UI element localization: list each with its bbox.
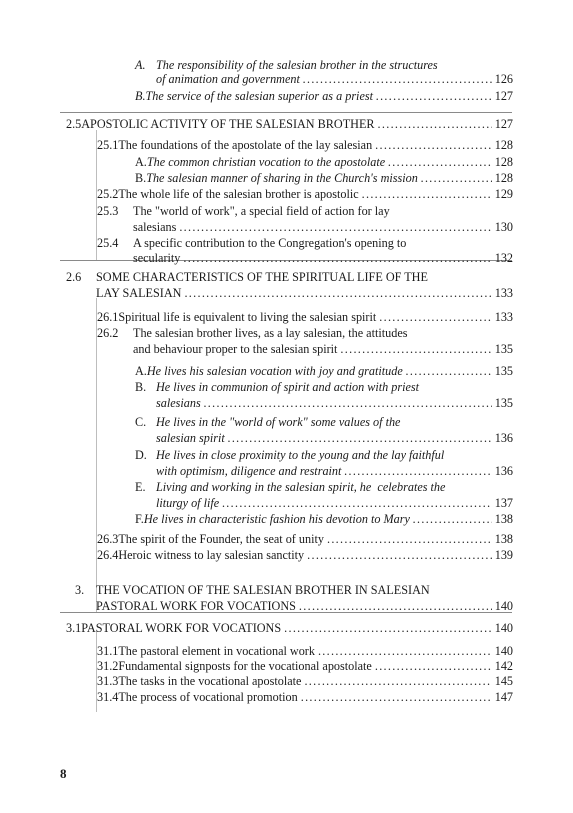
toc-entry: [97, 326, 407, 340]
entry-page: 140: [494, 644, 513, 658]
entry-title: THE VOCATION OF THE SALESIAN BROTHER IN SALESIAN: [96, 583, 430, 597]
entry-title: He lives his salesian vocation with joy and gratitude: [146, 364, 403, 378]
entry-page: 139: [494, 548, 513, 562]
entry-title: He lives in the "world of work" some values of the: [156, 415, 401, 429]
entry-title: The "world of work", a special field of action for lay: [133, 204, 390, 218]
leader-dots: [406, 364, 492, 378]
entry-page: 135: [494, 342, 513, 356]
entry-page: 127: [494, 89, 513, 103]
toc-entry: [135, 364, 513, 378]
entry-title: and behaviour proper to the salesian spirit: [133, 342, 338, 356]
entry-page: 133: [494, 286, 513, 300]
leader-dots: [376, 89, 492, 103]
entry-number: 31.4: [97, 690, 119, 704]
entry-title: APOSTOLIC ACTIVITY OF THE SALESIAN BROTHER: [81, 117, 375, 131]
entry-title: salesians: [156, 396, 201, 410]
entry-page: 127: [494, 117, 513, 131]
toc-section: [96, 286, 513, 300]
entry-title: Fundamental signposts for the vocational apostolate: [118, 659, 372, 673]
entry-number: A.: [135, 155, 147, 169]
entry-page: 135: [494, 364, 513, 378]
leader-dots: [299, 599, 492, 613]
entry-page: 135: [494, 396, 513, 410]
entry-page: 133: [494, 310, 513, 324]
entry-page: 145: [494, 674, 513, 688]
entry-title: He lives in communion of spirit and action with priest: [156, 380, 420, 394]
entry-number: F.: [135, 512, 144, 526]
entry-title: PASTORAL WORK FOR VOCATIONS: [81, 621, 282, 635]
leader-dots: [184, 286, 491, 300]
leader-dots: [318, 644, 492, 658]
toc-entry: [156, 396, 513, 410]
entry-title: Spiritual life is equivalent to living the salesian spirit: [118, 310, 377, 324]
entry-page: 129: [494, 187, 513, 201]
toc-entry: [97, 548, 513, 562]
toc-entry: [135, 155, 513, 169]
toc-section: [66, 270, 428, 284]
toc-section: [66, 621, 513, 635]
entry-title: SOME CHARACTERISTICS OF THE SPIRITUAL LIFE OF THE: [96, 270, 428, 284]
leader-dots: [378, 117, 492, 131]
entry-page: 136: [494, 431, 513, 445]
toc-entry: [135, 448, 444, 462]
entry-title: of animation and government: [156, 72, 300, 86]
leader-dots: [179, 220, 491, 234]
leader-dots: [307, 548, 492, 562]
toc-entry: [97, 138, 513, 152]
leader-dots: [284, 621, 492, 635]
toc-entry: [156, 496, 513, 510]
toc-entry: [133, 342, 513, 356]
entry-title: Heroic witness to lay salesian sanctity: [118, 548, 305, 562]
entry-page: 128: [494, 155, 513, 169]
entry-title: The responsibility of the salesian brother in the structures: [156, 58, 438, 72]
entry-title: He lives in characteristic fashion his devotion to Mary: [143, 512, 410, 526]
leader-dots: [421, 171, 492, 185]
entry-number: D.: [135, 448, 147, 462]
entry-title: with optimism, diligence and restraint: [156, 464, 342, 478]
leader-dots: [344, 464, 491, 478]
toc-entry: [135, 58, 438, 72]
leader-dots: [304, 674, 491, 688]
entry-title: The whole life of the salesian brother is apostolic: [118, 187, 359, 201]
entry-title: The spirit of the Founder, the seat of unity: [118, 532, 324, 546]
leader-dots: [222, 496, 492, 510]
toc-chapter: [96, 599, 513, 613]
entry-number: B.: [135, 89, 146, 103]
leader-dots: [228, 431, 492, 445]
leader-dots: [375, 659, 492, 673]
entry-title: salesians: [133, 220, 177, 234]
entry-page: 126: [494, 72, 513, 86]
toc-entry: [97, 674, 513, 688]
entry-number: 31.2: [97, 659, 119, 673]
entry-title: Living and working in the salesian spirit, he celebrates the: [156, 480, 446, 494]
entry-title: LAY SALESIAN: [96, 286, 182, 300]
entry-number: 2.6: [66, 270, 82, 284]
toc-entry: [135, 89, 513, 103]
toc-entry: [97, 659, 513, 673]
entry-number: 2.5: [66, 117, 82, 131]
leader-dots: [362, 187, 492, 201]
entry-number: 31.3: [97, 674, 119, 688]
entry-number: 3.: [75, 583, 85, 597]
toc-entry: [135, 171, 513, 185]
toc-entry: [97, 690, 513, 704]
toc-entry: [97, 310, 513, 324]
entry-page: 132: [494, 251, 513, 265]
toc-entry: [97, 532, 513, 546]
leader-dots: [388, 155, 492, 169]
toc-entry: [135, 415, 400, 429]
entry-page: 137: [494, 496, 513, 510]
toc-entry: [97, 187, 513, 201]
entry-number: 25.2: [97, 187, 119, 201]
toc-chapter: [75, 583, 430, 597]
entry-title: The process of vocational promotion: [118, 690, 298, 704]
entry-number: C.: [135, 415, 147, 429]
toc-entry: [135, 480, 445, 494]
toc-entry: [97, 204, 390, 218]
entry-number: 26.2: [97, 326, 119, 340]
entry-page: 147: [494, 690, 513, 704]
leader-dots: [379, 310, 491, 324]
entry-title: secularity: [133, 251, 181, 265]
toc-entry: [156, 431, 513, 445]
toc-section: [66, 117, 513, 131]
entry-title: PASTORAL WORK FOR VOCATIONS: [96, 599, 296, 613]
toc-entry: [133, 251, 513, 265]
leader-dots: [375, 138, 492, 152]
entry-page: 128: [494, 138, 513, 152]
page-number: 8: [60, 766, 67, 781]
entry-number: 3.1: [66, 621, 82, 635]
leader-dots: [303, 72, 492, 86]
entry-title: He lives in close proximity to the young and the lay faithful: [156, 448, 445, 462]
toc-entry: [135, 512, 513, 526]
entry-title: The salesian manner of sharing in the Church's mission: [146, 171, 418, 185]
entry-number: E.: [135, 480, 146, 494]
leader-dots: [327, 532, 492, 546]
entry-number: 25.3: [97, 204, 119, 218]
leader-dots: [183, 251, 491, 265]
toc-entry: [97, 236, 406, 250]
entry-title: The pastoral element in vocational work: [118, 644, 315, 658]
entry-page: 140: [494, 621, 513, 635]
toc-entry: [156, 464, 513, 478]
section-rule: [60, 112, 512, 113]
entry-number: 26.4: [97, 548, 119, 562]
entry-page: 140: [494, 599, 513, 613]
leader-dots: [413, 512, 492, 526]
entry-page: 138: [494, 532, 513, 546]
entry-title: A specific contribution to the Congregation's opening to: [133, 236, 407, 250]
toc-entry: [133, 220, 513, 234]
entry-page: 138: [494, 512, 513, 526]
entry-number: A.: [135, 58, 146, 72]
entry-title: salesian spirit: [156, 431, 225, 445]
leader-dots: [204, 396, 492, 410]
entry-page: 128: [494, 171, 513, 185]
leader-dots: [340, 342, 491, 356]
toc-entry: [97, 644, 513, 658]
entry-title: The salesian brother lives, as a lay salesian, the attitudes: [133, 326, 408, 340]
entry-number: 31.1: [97, 644, 119, 658]
entry-page: 136: [494, 464, 513, 478]
entry-page: 130: [494, 220, 513, 234]
entry-page: 142: [494, 659, 513, 673]
toc-entry: [135, 380, 419, 394]
toc-entry: [156, 72, 513, 86]
section-rule-vertical: [96, 298, 97, 612]
entry-title: The common christian vocation to the apostolate: [146, 155, 386, 169]
entry-title: The service of the salesian superior as a priest: [145, 89, 373, 103]
entry-number: B.: [135, 380, 147, 394]
entry-number: 26.3: [97, 532, 119, 546]
entry-number: A.: [135, 364, 147, 378]
entry-number: 25.1: [97, 138, 119, 152]
entry-number: B.: [135, 171, 147, 185]
entry-number: 26.1: [97, 310, 119, 324]
leader-dots: [301, 690, 492, 704]
entry-title: liturgy of life: [156, 496, 220, 510]
entry-title: The tasks in the vocational apostolate: [118, 674, 302, 688]
entry-title: The foundations of the apostolate of the lay salesian: [118, 138, 373, 152]
entry-number: 25.4: [97, 236, 119, 250]
